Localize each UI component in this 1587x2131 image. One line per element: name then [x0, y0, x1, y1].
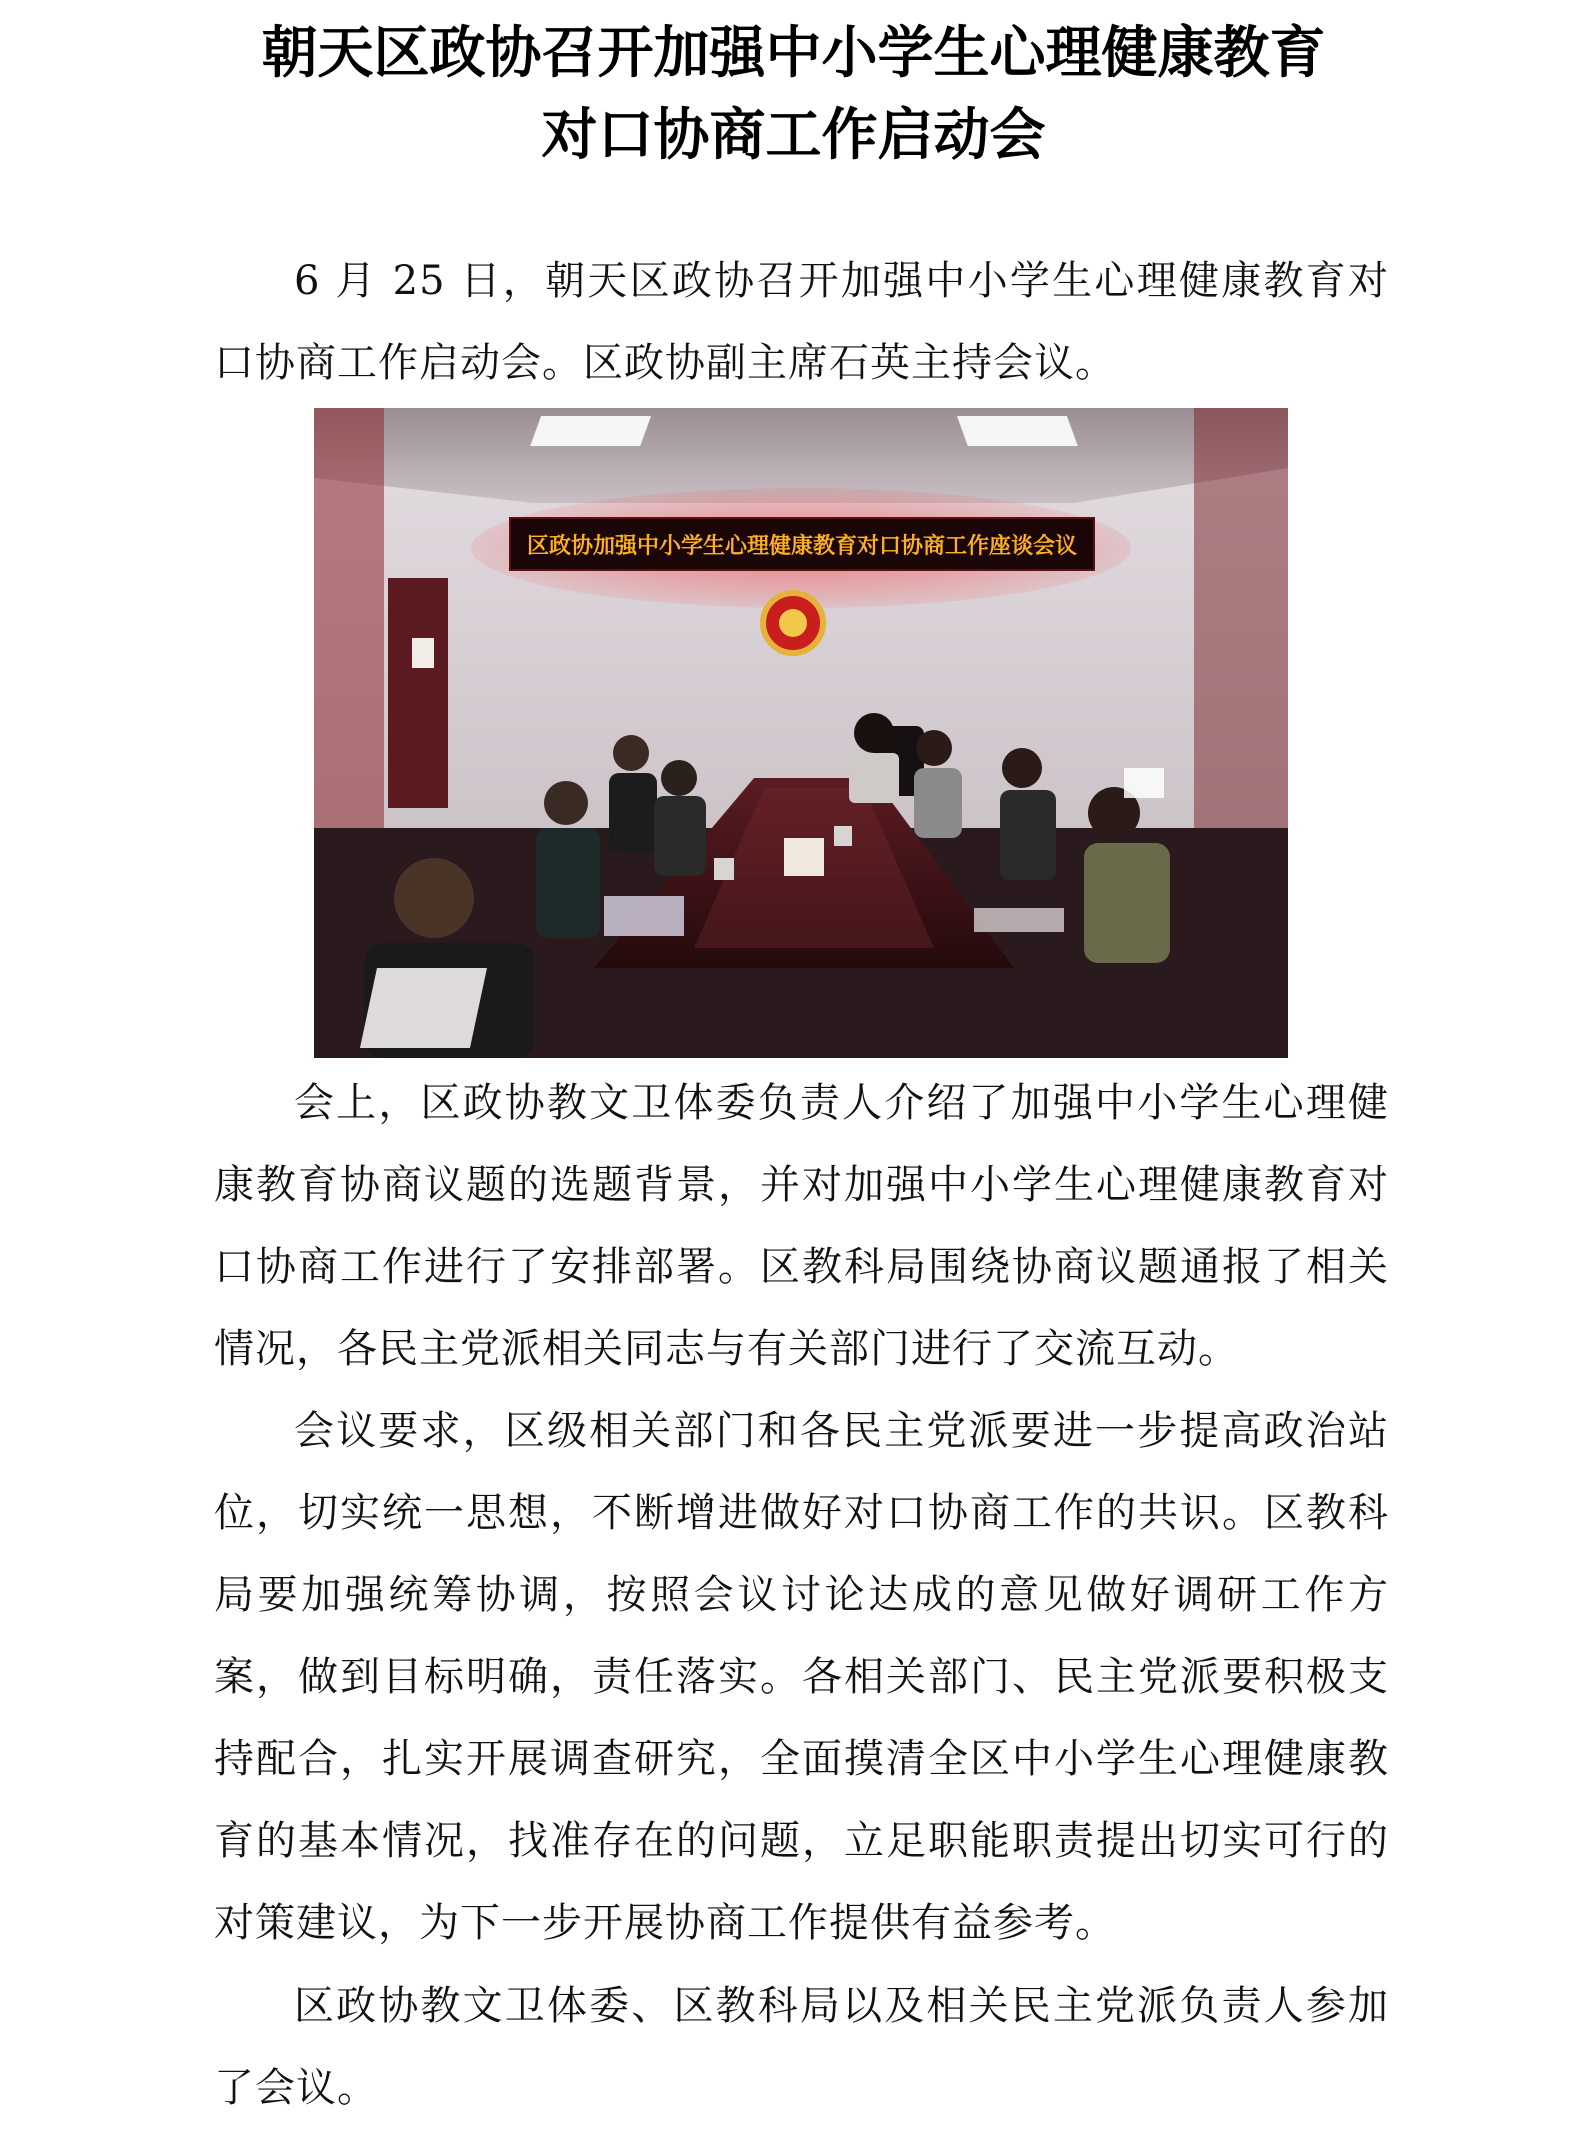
meeting-photo-illustration — [314, 408, 1288, 1058]
title-line-1: 朝天区政协召开加强中小学生心理健康教育 — [261, 20, 1326, 86]
paragraph-1: 6 月 25 日，朝天区政协召开加强中小学生心理健康教育对口协商工作启动会。区政协副主席石英主持会议。 — [214, 258, 1389, 386]
door-icon — [388, 578, 448, 808]
led-banner-text: 区政协加强中小学生心理健康教育对口协商工作座谈会议 — [526, 534, 1078, 559]
article-title — [0, 12, 1587, 176]
paragraph-3: 会议要求，区级相关部门和各民主党派要进一步提高政治站位，切实统一思想，不断增进做好对口协商工作的共识。区教科局要加强统筹协调，按照会议讨论达成的意见做好调研工作方案，做到目标明确，责任落实。各相关部门、民主党派要积极支持配合，扎实开展调查研究，全面摸清全区中小学生心理健康教育的基本情况，找准存在的问题，立足职能职责提出切实可行的对策建议，为下一步开展协商工作提供有益参考。 — [214, 1408, 1389, 1946]
paragraph-2: 会上，区政协教文卫体委负责人介绍了加强中小学生心理健康教育协商议题的选题背景，并对加强中小学生心理健康教育对口协商工作进行了安排部署。区教科局围绕协商议题通报了相关情况，各民主党派相关同志与有关部门进行了交流互动。 — [214, 1080, 1389, 1372]
tissue-box — [784, 838, 824, 876]
meeting-photo — [314, 408, 1288, 1058]
title-line-2: 对口协商工作启动会 — [541, 102, 1046, 168]
paragraph-4: 区政协教文卫体委、区教科局以及相关民主党派负责人参加了会议。 — [214, 1983, 1389, 2111]
